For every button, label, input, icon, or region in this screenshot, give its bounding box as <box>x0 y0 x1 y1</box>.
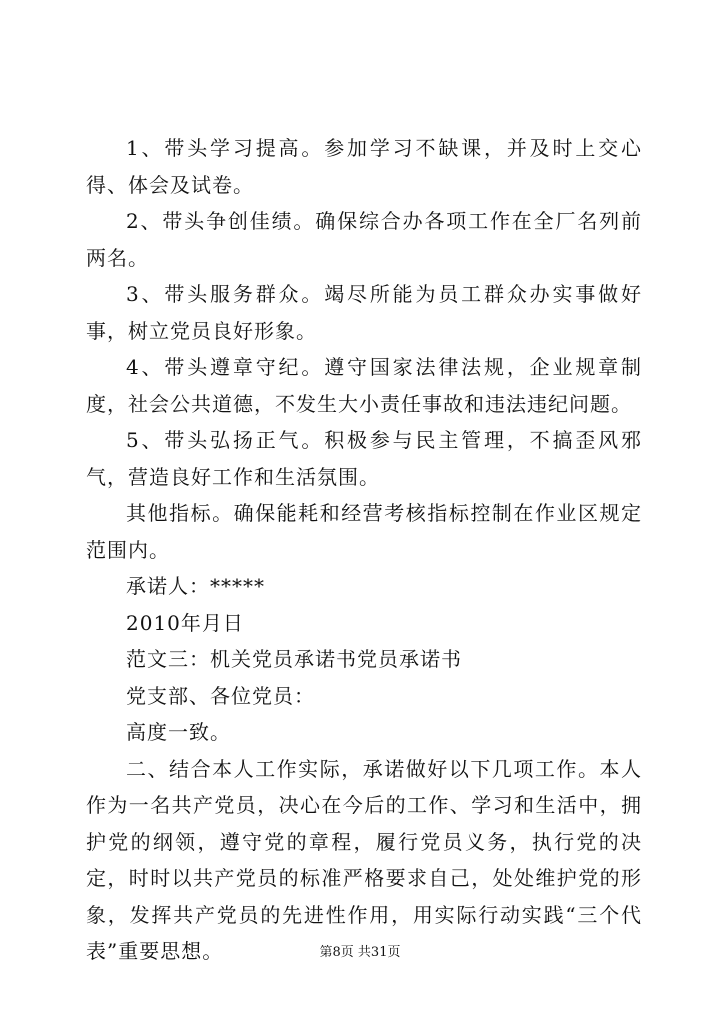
signatory-line: 承诺人：***** <box>126 574 265 598</box>
paragraph-pledge-4: 4、带头遵章守纪。遵守国家法律法规，企业规章制度，社会公共道德，不发生大小责任事故和违法违纪问题。 <box>86 355 642 416</box>
paragraph-pledge-1: 1、带头学习提高。参加学习不缺课，并及时上交心得、体会及试卷。 <box>86 136 642 197</box>
page-footer: 第8页 共31页 <box>319 945 401 960</box>
paragraph-fragment: 高度一致。 <box>126 720 231 744</box>
section-heading: 范文三：机关党员承诺书党员承诺书 <box>126 647 462 671</box>
date-line: 2010年月日 <box>126 610 244 635</box>
salutation: 党支部、各位党员： <box>126 683 315 708</box>
paragraph-other-indicators: 其他指标。确保能耗和经营考核指标控制在作业区规定范围内。 <box>86 501 642 562</box>
paragraph-commitment: 二、结合本人工作实际，承诺做好以下几项工作。本人作为一名共产党员，决心在今后的工作、学习和生活中，拥护党的纲领，遵守党的章程，履行党员义务，执行党的决定，时时以共产党员的标准严格要求自己，处处维护党的形象，发挥共产党员的先进性作用，用实际行动实践“三个代表”重要思想。 <box>86 756 642 963</box>
paragraph-pledge-2: 2、带头争创佳绩。确保综合办各项工作在全厂名列前两名。 <box>86 209 642 270</box>
paragraph-pledge-3: 3、带头服务群众。竭尽所能为员工群众办实事做好事，树立党员良好形象。 <box>86 282 642 343</box>
paragraph-pledge-5: 5、带头弘扬正气。积极参与民主管理，不搞歪风邪气，营造良好工作和生活氛围。 <box>86 428 642 489</box>
document-body <box>86 130 642 970</box>
